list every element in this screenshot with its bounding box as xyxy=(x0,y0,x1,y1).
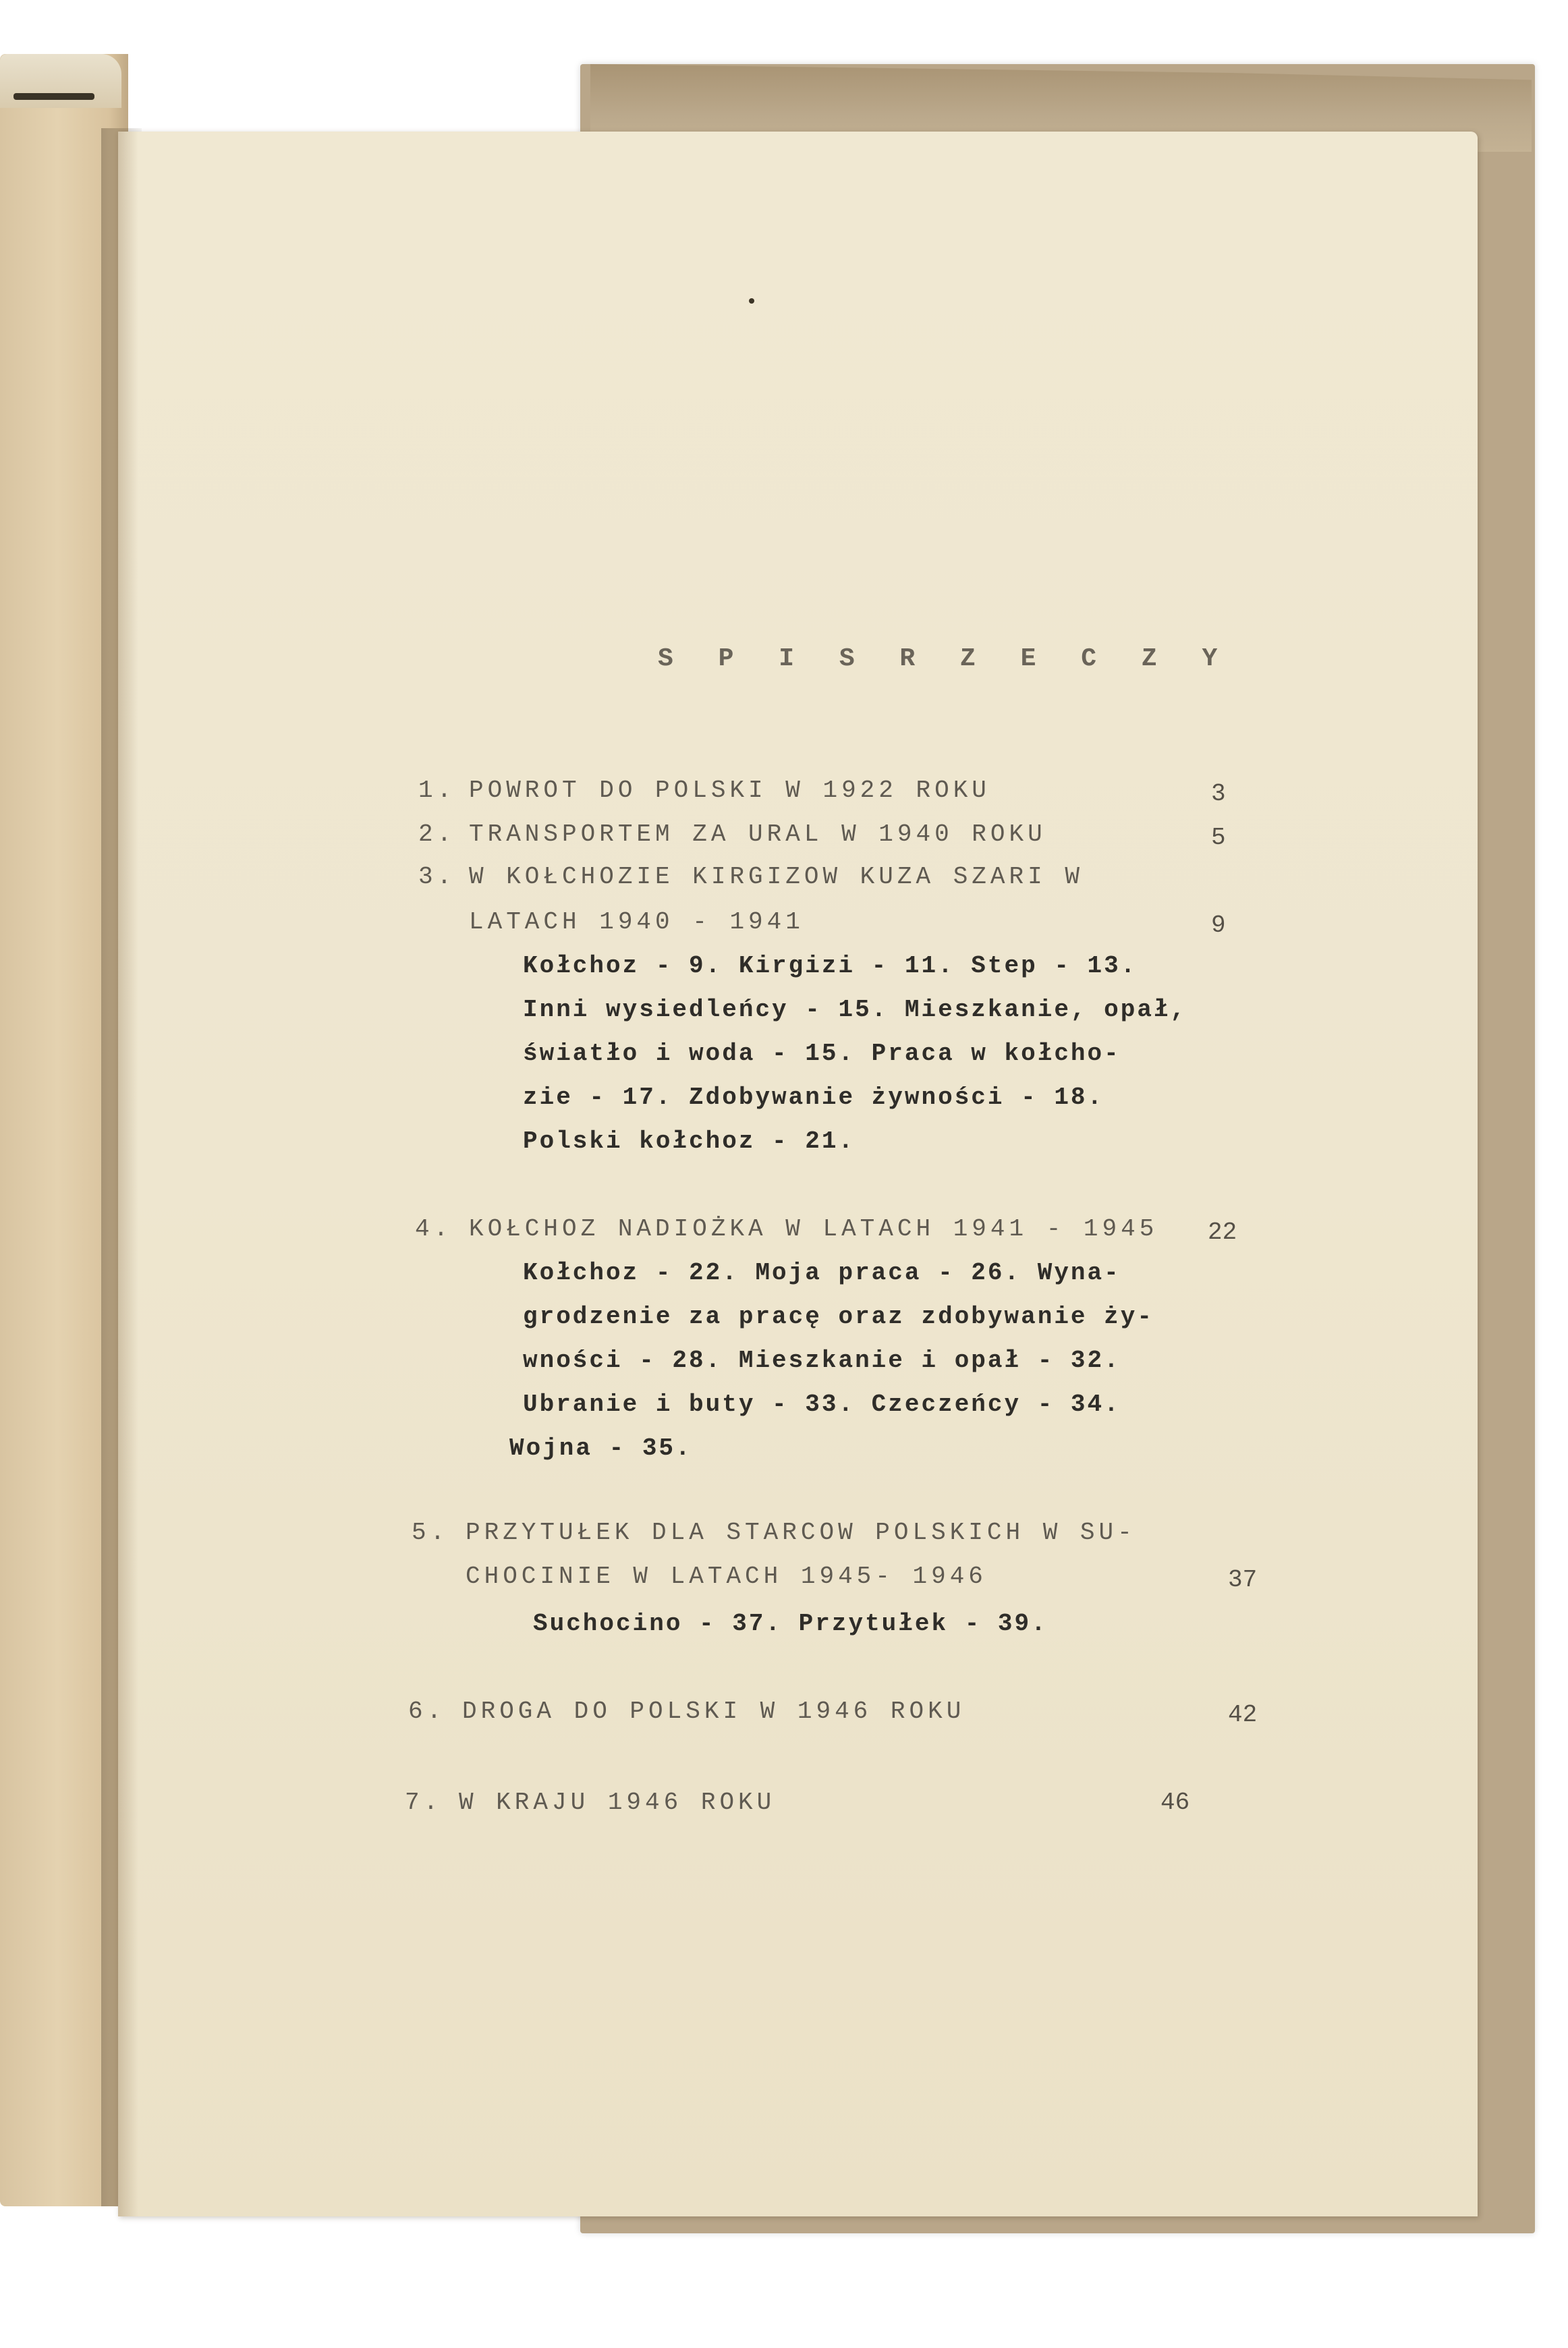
entry-page-number: 46 xyxy=(1160,1789,1190,1816)
entry-title-line: W KOŁCHOZIE KIRGIZOW KUZA SZARI W xyxy=(469,863,1084,891)
binder-top-edge xyxy=(0,54,121,108)
entry-title-line: CHOCINIE W LATACH 1945- 1946 xyxy=(466,1563,987,1590)
entry-page-number: 3 xyxy=(1211,780,1226,808)
entry-title-line: POWROT DO POLSKI W 1922 ROKU xyxy=(469,777,990,804)
entry-title-line: KOŁCHOZ NADIOŻKA W LATACH 1941 - 1945 xyxy=(469,1215,1158,1243)
entry-detail-line: Kołchoz - 22. Moja praca - 26. Wyna- xyxy=(523,1259,1121,1287)
entry-number: 5. xyxy=(412,1519,449,1546)
entry-detail-line: światło i woda - 15. Praca w kołcho- xyxy=(523,1040,1121,1067)
entry-page-number: 42 xyxy=(1228,1701,1258,1729)
entry-title-line: TRANSPORTEM ZA URAL W 1940 ROKU xyxy=(469,820,1046,848)
entry-detail-line: Inni wysiedleńcy - 15. Mieszkanie, opał, xyxy=(523,996,1187,1024)
entry-detail-line: Wojna - 35. xyxy=(509,1434,692,1462)
entry-title-line: DROGA DO POLSKI W 1946 ROKU xyxy=(462,1698,965,1725)
entry-detail-line: zie - 17. Zdobywanie żywności - 18. xyxy=(523,1084,1104,1111)
entry-detail-line: Suchocino - 37. Przytułek - 39. xyxy=(533,1610,1048,1638)
toc-title: S P I S R Z E C Z Y xyxy=(658,644,1233,673)
entry-page-number: 22 xyxy=(1208,1219,1237,1246)
entry-page-number: 9 xyxy=(1211,912,1226,939)
entry-detail-line: Polski kołchoz - 21. xyxy=(523,1127,856,1155)
entry-number: 2. xyxy=(418,820,456,848)
ink-dot xyxy=(749,298,754,304)
entry-detail-line: wności - 28. Mieszkanie i opał - 32. xyxy=(523,1347,1121,1374)
entry-page-number: 5 xyxy=(1211,824,1226,851)
entry-detail-line: grodzenie za pracę oraz zdobywanie ży- xyxy=(523,1303,1154,1331)
entry-number: 3. xyxy=(418,863,456,891)
typed-page xyxy=(118,132,1478,2216)
entry-detail-line: Ubranie i buty - 33. Czeczeńcy - 34. xyxy=(523,1391,1121,1418)
entry-number: 1. xyxy=(418,777,456,804)
entry-number: 4. xyxy=(415,1215,453,1243)
entry-number: 7. xyxy=(405,1789,443,1816)
entry-title-line: LATACH 1940 - 1941 xyxy=(469,908,804,936)
binder-spine-line xyxy=(13,93,94,100)
entry-title-line: W KRAJU 1946 ROKU xyxy=(459,1789,776,1816)
entry-page-number: 37 xyxy=(1228,1566,1258,1594)
entry-detail-line: Kołchoz - 9. Kirgizi - 11. Step - 13. xyxy=(523,952,1138,980)
entry-number: 6. xyxy=(408,1698,446,1725)
entry-title-line: PRZYTUŁEK DLA STARCOW POLSKICH W SU- xyxy=(466,1519,1136,1546)
